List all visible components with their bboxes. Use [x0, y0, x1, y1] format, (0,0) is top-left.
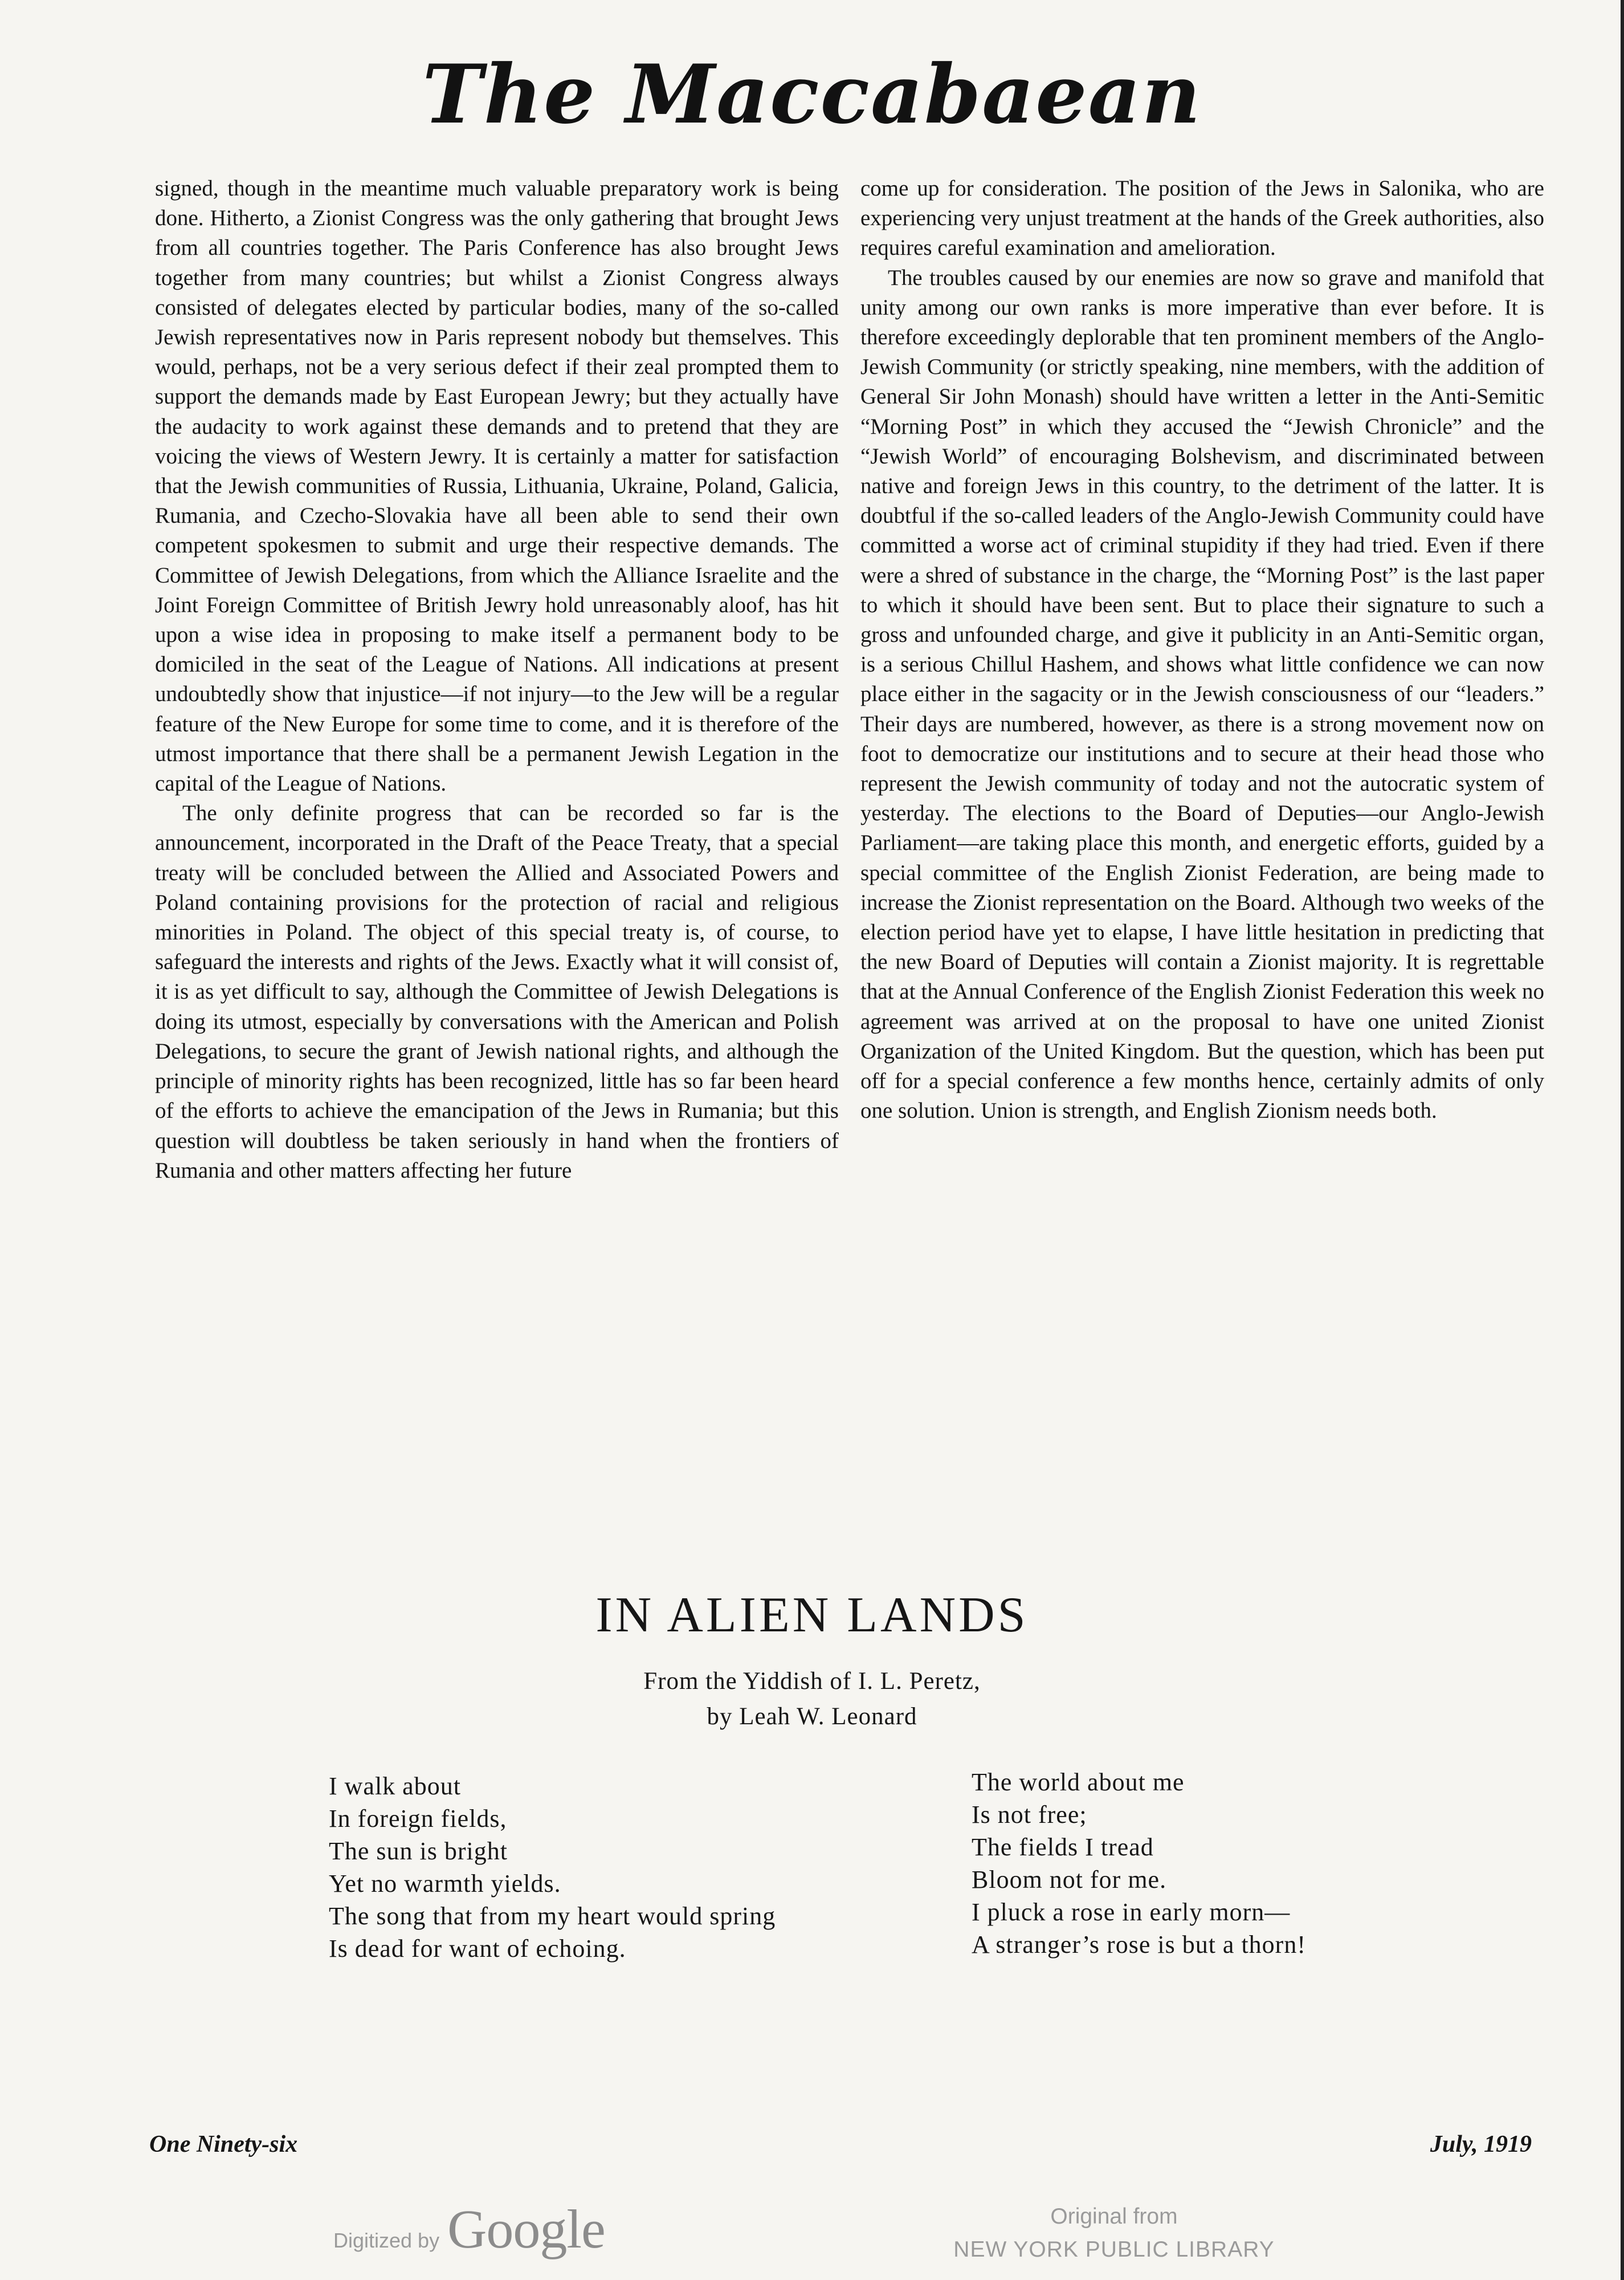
poem-line: Is dead for want of echoing. [329, 1935, 626, 1963]
poem-line: The fields I tread [972, 1833, 1154, 1861]
article-paragraph: come up for consideration. The position of the Jews in Salonika, who are experiencing very unjust treatment at the hands of the Greek authorities, also requires careful examination and amelioration. [860, 176, 1544, 260]
library-name: NEW YORK PUBLIC LIBRARY [953, 2237, 1275, 2262]
poem-line: Yet no warmth yields. [329, 1870, 561, 1898]
poem-line: In foreign fields, [329, 1805, 507, 1833]
original-from-text: Original from [1050, 2204, 1178, 2229]
poem-stanza-right [972, 1766, 1306, 1961]
poem-line: Bloom not for me. [972, 1866, 1167, 1894]
masthead-title: The Maccabaean [422, 47, 1202, 142]
article-column-left [155, 174, 839, 1186]
poem-line: The world about me [972, 1768, 1185, 1796]
poem-subtitle-source: From the Yiddish of I. L. Peretz, [643, 1668, 981, 1695]
article-paragraph: The troubles caused by our enemies are now so grave and manifold that unity among our own ranks is more imperative than ever before. It is therefore exceedingly deplorable that ten prominent members of the Anglo-Jewish Community (or strictly speaking, nine members, with the addition of General Sir John Monash) should have written a letter in the Anti-Semitic “Morning Post” in which they accused the “Jewish Chronicle” and the “Jewish World” of encouraging Bolshevism, and discriminated between native and foreign Jews in this country, to the detriment of the latter. It is doubtful if the so-called leaders of the Anglo-Jewish Community could have committed a worse act of criminal stupidity if they had tried. Even if there were a shred of substance in the charge, the “Morning Post” is the last paper to which it should have been sent. But to place their signature to such a gross and unfounded charge, and give it publicity in an Anti-Semitic organ, is a serious Chillul Hashem, and shows what little confidence we can now place either in the sagacity or in the Jewish consciousness of our “leaders.” Their days are numbered, however, as there is a strong movement now on foot to democratize our institutions and to secure at their head those who represent the Jewish community of today and not the autocratic system of yesterday. The elections to the Board of Deputies—our Anglo-Jewish Parliament—are taking place this month, and energetic efforts, guided by a special committee of the English Zionist Federation, are being made to increase the Zionist representation on the Board. Although two weeks of the election period have yet to elapse, I have little hesitation in predicting that the new Board of Deputies will contain a Zionist majority. It is regrettable that at the Annual Conference of the English Zionist Federation this week no agreement was arrived at on the proposal to have one united Zionist Organization of the United Kingdom. But the question, which has been put off for a special conference a few months hence, certainly admits of only one solution. Union is strength, and English Zionism needs both. [860, 265, 1544, 1123]
page-edge-divider [1621, 0, 1624, 2280]
poem-line: The sun is bright [329, 1837, 508, 1865]
page-number-label: One Ninety-six [149, 2131, 298, 2157]
poem-line: Is not free; [972, 1801, 1087, 1829]
digitized-by-text: Digitized by [333, 2229, 440, 2252]
article-paragraph: The only definite progress that can be recorded so far is the announcement, incorporated in the Draft of the Peace Treaty, that a special treaty will be concluded between the Allied and Associated Powers and Poland containing provisions for the protection of racial and religious minorities in Poland. The object of this special treaty is, of course, to safeguard the interests and rights of the Jews. Exactly what it will consist of, it is as yet difficult to say, although the Committee of Jewish Delegations is doing its utmost, especially by conversations with the American and Polish Delegations, to secure the grant of Jewish national rights, and although the principle of minority rights has been recognized, little has so far been heard of the efforts to achieve the emancipation of the Jews in Rumania; but this question will doubtless be taken seriously in hand when the frontiers of Rumania and other matters affecting her future [155, 801, 839, 1183]
poem-line: I pluck a rose in early morn— [972, 1898, 1291, 1926]
article-column-right [860, 174, 1544, 1126]
google-logo: Google [447, 2198, 605, 2259]
poem-line: A stranger’s rose is but a thorn! [972, 1931, 1306, 1959]
digitized-by-watermark [333, 2197, 605, 2261]
poem-stanza-left [329, 1770, 776, 1965]
poem-line: I walk about [329, 1772, 461, 1800]
poem-line: The song that from my heart would spring [329, 1902, 776, 1930]
poem-subtitle-translator: by Leah W. Leonard [707, 1703, 917, 1730]
article-paragraph: signed, though in the meantime much valuable preparatory work is being done. Hitherto, a Zionist Congress was the only gathering that brought Jews from all countries together. The Paris Conference has also brought Jews together from many countries; but whilst a Zionist Congress always consisted of delegates elected by particular bodies, many of the so-called Jewish representatives now in Paris represent nobody but themselves. This would, perhaps, not be a very serious defect if their zeal prompted them to support the demands made by East European Jewry; but they actually have the audacity to work against these demands and to pretend that they are voicing the views of Western Jewry. It is certainly a matter for satisfaction that the Jewish communities of Russia, Lithuania, Ukraine, Poland, Galicia, Rumania, and Czecho-Slovakia have all been able to send their own competent spokesmen to submit and urge their respective demands. The Committee of Jewish Delegations, from which the Alliance Israelite and the Joint Foreign Committee of British Jewry hold unreasonably aloof, has hit upon a wise idea in proposing to make itself a permanent body to be domiciled in the seat of the League of Nations. All indications at present undoubtedly show that injustice—if not injury—to the Jew will be a regular feature of the New Europe for some time to come, and it is therefore of the utmost importance that there shall be a permanent Jewish Legation in the capital of the League of Nations. [155, 176, 839, 796]
library-watermark [897, 2200, 1331, 2266]
poem-title: IN ALIEN LANDS [595, 1587, 1029, 1643]
issue-date: July, 1919 [1430, 2131, 1532, 2157]
